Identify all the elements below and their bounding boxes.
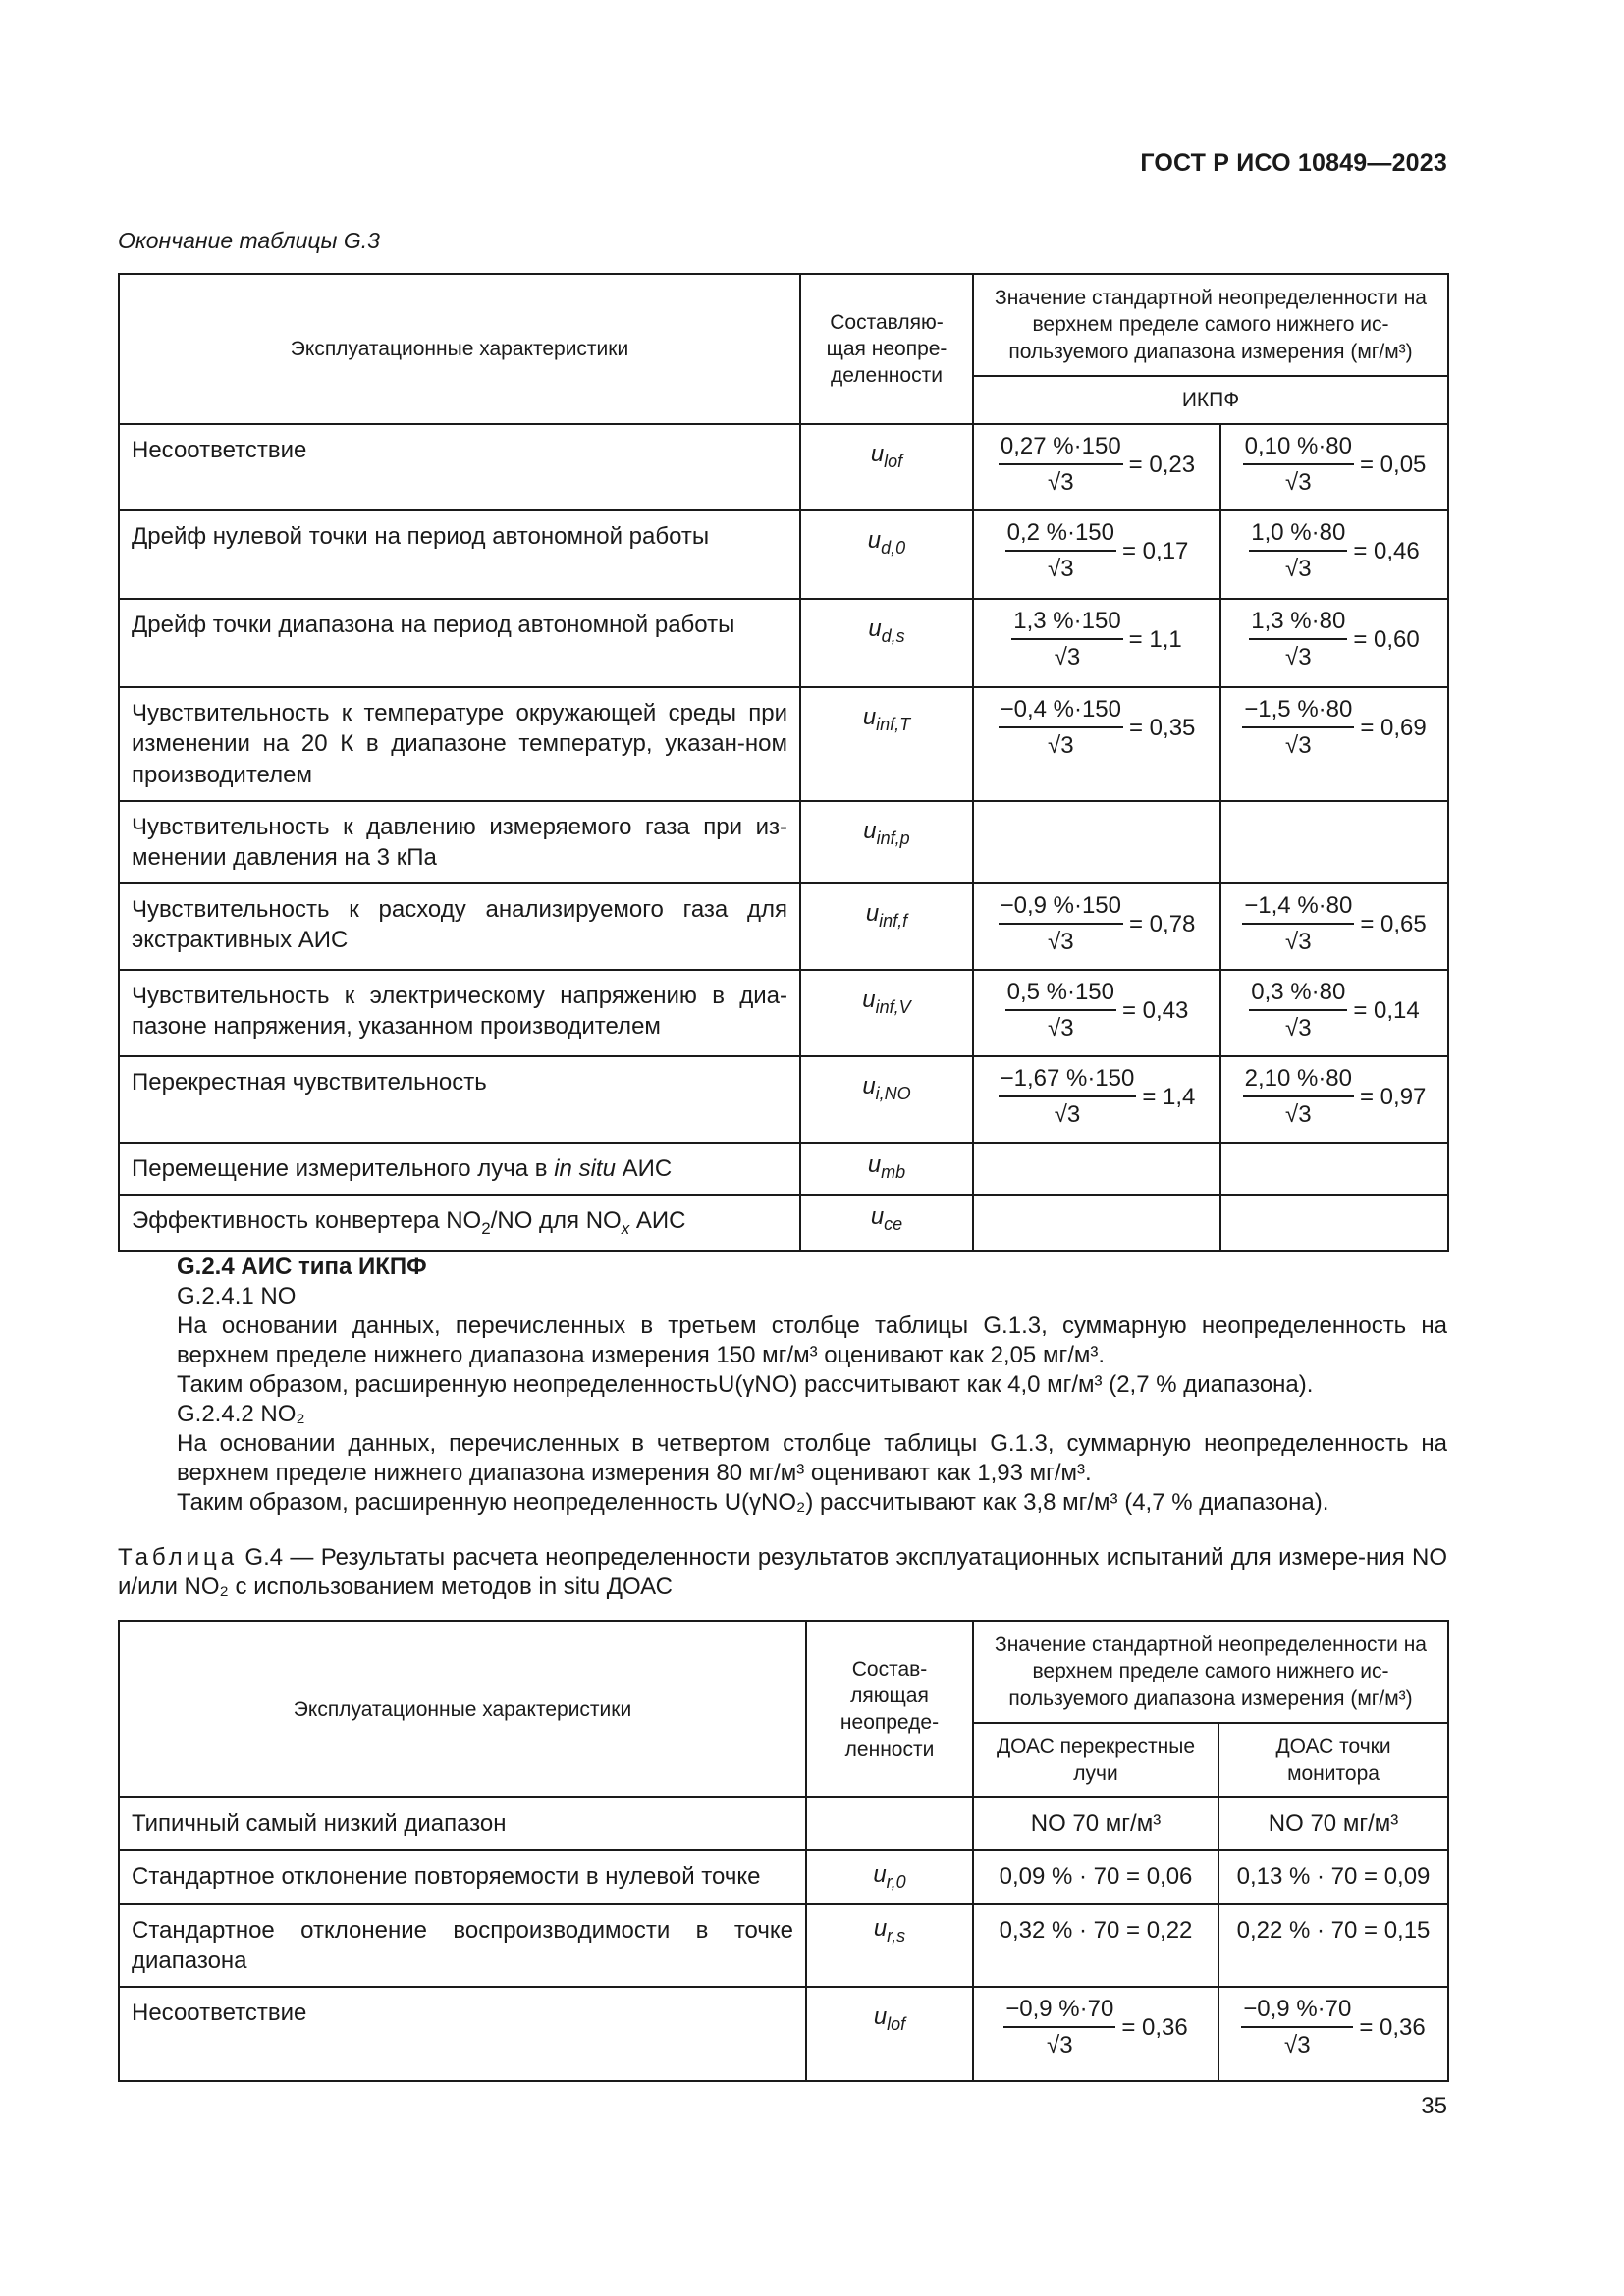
row-value-c1: $\frac{-1,67 \%\cdot 150}{√3}$ = 1,4 [973,1056,1220,1143]
row-value-c2: $\frac{-1,4 \%\cdot 80}{√3}$ = 0,65 [1220,883,1448,970]
g4-row-value-c2: NO 70 мг/м³ [1218,1797,1448,1849]
row-value-c1: $\frac{0,5 \%\cdot 150}{√3}$ = 0,43 [973,970,1220,1056]
table-row [119,687,1448,801]
row-symbol: $u_{lof}$ [800,424,973,510]
g4-row-value-c1: 0,09 % · 70 = 0,06 [973,1850,1218,1904]
row-characteristic: Чувствительность к расходу анализируемого газа для экстрактивных АИС [119,883,800,970]
g4-header-col1: ДОАС перекрестные лучи [973,1723,1218,1798]
paragraph-3: На основании данных, перечисленных в четвертом столбце таблицы G.1.3, суммарную неопределенность на верхнем пределе нижнего диапазона измерения 80 мг/м³ оценивают как 1,93 мг/м³. [177,1430,1447,1486]
row-value-c1: $\frac{0,27 \%\cdot 150}{√3}$ = 0,23 [973,424,1220,510]
row-value-c1: $\frac{-0,9 \%\cdot 150}{√3}$ = 0,78 [973,883,1220,970]
row-value-empty [1220,801,1448,883]
row-value-c2: $\frac{1,3 \%\cdot 80}{√3}$ = 0,60 [1220,599,1448,687]
page-number: 35 [1421,2093,1447,2119]
row-value-c1: $\frac{-0,4 \%\cdot 150}{√3}$ = 0,35 [973,687,1220,801]
row-value-c2: $\frac{-1,5 \%\cdot 80}{√3}$ = 0,69 [1220,687,1448,801]
table-row [119,424,1448,510]
row-value-c1: $\frac{0,2 \%\cdot 150}{√3}$ = 0,17 [973,510,1220,599]
row-symbol: $u_{inf,p}$ [800,801,973,883]
table-row [119,1850,1448,1904]
row-characteristic: Несоответствие [119,424,800,510]
g4-row-value-c1: 0,32 % · 70 = 0,22 [973,1904,1218,1987]
g4-row-value-c2: 0,22 % · 70 = 0,15 [1218,1904,1448,1987]
row-characteristic: Чувствительность к давлению измеряемого газа при из-менении давления на 3 кПа [119,801,800,883]
row-ce-char: Эффективность конвертера $NO_2/NO$ для $NO_x$ АИС [119,1195,800,1251]
g4-row-characteristic: Стандартное отклонение воспроизводимости в точке диапазона [119,1904,806,1987]
section-title: G.2.4 АИС типа ИКПФ [177,1254,427,1280]
header-component: Составляю-щая неопре-деленности [800,274,973,424]
row-symbol: $u_{inf,V}$ [800,970,973,1056]
row-characteristic: Перекрестная чувствительность [119,1056,800,1143]
row-value-c2: $\frac{2,10 \%\cdot 80}{√3}$ = 0,97 [1220,1056,1448,1143]
table-row [119,1797,1448,1849]
g4-row-lof-sym: $u_{lof}$ [806,1987,973,2081]
subsection-no2: G.2.4.2 NO₂ [177,1401,305,1427]
row-characteristic: Дрейф точки диапазона на период автономной работы [119,599,800,687]
row-mb-sym: $u_{mb}$ [800,1143,973,1195]
table-row [119,1056,1448,1143]
table-row [119,510,1448,599]
row-value-empty [973,801,1220,883]
row-value-c1: $\frac{1,3 \%\cdot 150}{√3}$ = 1,1 [973,599,1220,687]
row-value-c2: $\frac{0,3 \%\cdot 80}{√3}$ = 0,14 [1220,970,1448,1056]
row-mb-char: Перемещение измерительного луча в in situ АИС [119,1143,800,1195]
g4-row-lof-c1: $\frac{-0,9 \%\cdot 70}{√3}$ = 0,36 [973,1987,1218,2081]
row-symbol: $u_{d,s}$ [800,599,973,687]
g4-row-characteristic: Типичный самый низкий диапазон [119,1797,806,1849]
header-method: ИКПФ [973,376,1448,424]
paragraph-1: На основании данных, перечисленных в третьем столбце таблицы G.1.3, суммарную неопределенность на верхнем пределе нижнего диапазона измерения 150 мг/м³ оценивают как 2,05 мг/м³. [177,1312,1447,1368]
g4-row-lof-c2: $\frac{-0,9 \%\cdot 70}{√3}$ = 0,36 [1218,1987,1448,2081]
g4-header-col2: ДОАС точки монитора [1218,1723,1448,1798]
table-g3 [118,273,1449,1252]
header-value: Значение стандартной неопределенности на верхнем пределе самого нижнего ис-пользуемого диапазона измерения (мг/м³) [973,274,1448,376]
table-row [119,1904,1448,1987]
g4-header-value: Значение стандартной неопределенности на верхнем пределе самого нижнего ис-пользуемого диапазона измерения (мг/м³) [973,1621,1448,1723]
table-row [119,801,1448,883]
table-continuation-label: Окончание таблицы G.3 [118,228,380,253]
row-symbol: $u_{i,NO}$ [800,1056,973,1143]
header-characteristics: Эксплуатационные характеристики [119,274,800,424]
section-g24 [118,1253,1447,1518]
g4-row-lof-char: Несоответствие [119,1987,806,2081]
g4-row-symbol [806,1797,973,1849]
table-row [119,970,1448,1056]
paragraph-2: Таким образом, расширенную неопределенностьU(γNO) рассчитывают как 4,0 мг/м³ (2,7 % диапазона). [177,1371,1314,1398]
row-symbol: $u_{d,0}$ [800,510,973,599]
row-characteristic: Чувствительность к температуре окружающей среды при изменении на 20 К в диапазоне температур, указан-ном производителем [119,687,800,801]
g4-row-value-c1: NO 70 мг/м³ [973,1797,1218,1849]
row-symbol: $u_{inf,f}$ [800,883,973,970]
table-row [119,883,1448,970]
row-value-c2: $\frac{1,0 \%\cdot 80}{√3}$ = 0,46 [1220,510,1448,599]
g4-row-symbol: $u_{r,s}$ [806,1904,973,1987]
table-g4 [118,1620,1449,2082]
row-value-c2: $\frac{0,10 \%\cdot 80}{√3}$ = 0,05 [1220,424,1448,510]
g4-row-characteristic: Стандартное отклонение повторяемости в нулевой точке [119,1850,806,1904]
g4-row-value-c2: 0,13 % · 70 = 0,09 [1218,1850,1448,1904]
row-characteristic: Дрейф нулевой точки на период автономной работы [119,510,800,599]
g4-row-symbol: $u_{r,0}$ [806,1850,973,1904]
g4-header-characteristics: Эксплуатационные характеристики [119,1621,806,1797]
row-ce-sym: $u_{ce}$ [800,1195,973,1251]
table-g4-title: Таблица G.4 — Результаты расчета неопределенности результатов эксплуатационных испытаний для измере-ния NO и/или NO₂ с использованием методов in situ ДОАС [118,1544,1447,1600]
standard-header: ГОСТ Р ИСО 10849—2023 [1140,149,1447,177]
g4-header-component: Состав-ляющая неопреде-ленности [806,1621,973,1797]
table-row [119,599,1448,687]
row-characteristic: Чувствительность к электрическому напряжению в диа-пазоне напряжения, указанном производителем [119,970,800,1056]
subsection-no: G.2.4.1 NO [177,1283,297,1309]
row-symbol: $u_{inf,T}$ [800,687,973,801]
paragraph-4: Таким образом, расширенную неопределенность U(γNO₂) рассчитывают как 3,8 мг/м³ (4,7 % диапазона). [177,1489,1329,1516]
